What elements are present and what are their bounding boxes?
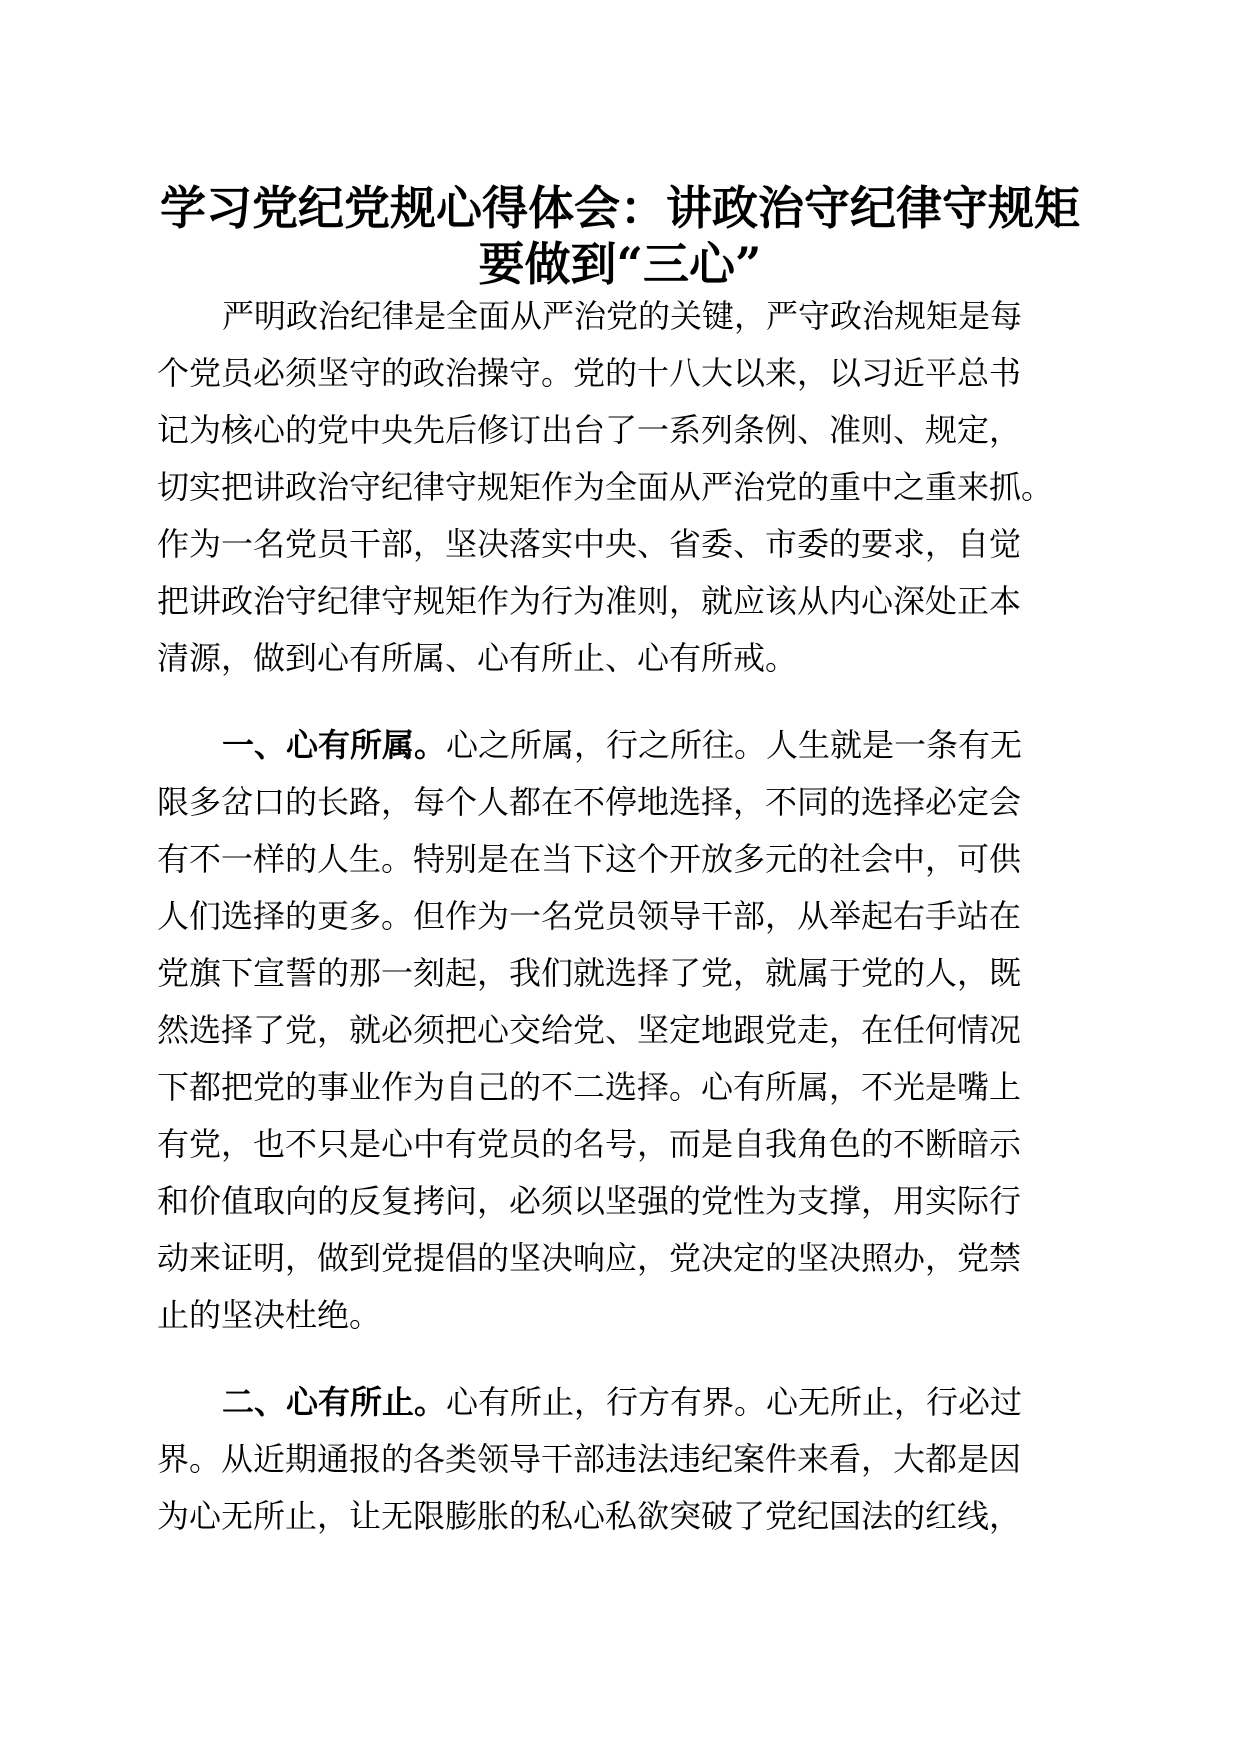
intro-line: 清源，做到心有所属、心有所止、心有所戒。: [157, 639, 798, 677]
section-1-line: 人们选择的更多。但作为一名党员领导干部，从举起右手站在: [157, 897, 1022, 935]
section-1-line: 限多岔口的长路，每个人都在不停地选择，不同的选择必定会: [157, 783, 1022, 821]
section-2-line: 界。从近期通报的各类领导干部违法违纪案件来看，大都是因: [157, 1440, 1022, 1478]
intro-line: 记为核心的党中央先后修订出台了一系列条例、准则、规定，: [157, 411, 1022, 449]
intro-line: 把讲政治守纪律守规矩作为行为准则，就应该从内心深处正本: [157, 582, 1022, 620]
section-2-line: 为心无所止，让无限膨胀的私心私欲突破了党纪国法的红线，: [157, 1497, 1022, 1535]
document-title-line-2: 要做到“三心”: [478, 237, 762, 291]
intro-line: 个党员必须坚守的政治操守。党的十八大以来，以习近平总书: [157, 354, 1022, 392]
section-1-line: 动来证明，做到党提倡的坚决响应，党决定的坚决照办，党禁: [157, 1239, 1022, 1277]
section-1-line: 有党，也不只是心中有党员的名号，而是自我角色的不断暗示: [157, 1125, 1022, 1163]
section-1-heading: 一、心有所属。: [222, 726, 447, 764]
section-1-first-line: [222, 725, 1022, 765]
intro-line: 作为一名党员干部，坚决落实中央、省委、市委的要求，自觉: [157, 525, 1022, 563]
section-2-text: 心有所止，行方有界。心无所止，行必过: [446, 1383, 1023, 1421]
section-2-heading: 二、心有所止。: [222, 1383, 447, 1421]
section-1-line: 然选择了党，就必须把心交给党、坚定地跟党走，在任何情况: [157, 1011, 1022, 1049]
intro-line: 切实把讲政治守纪律守规矩作为全面从严治党的重中之重来抓。: [157, 468, 1054, 506]
section-2-first-line: [222, 1382, 1022, 1422]
section-1-line: 党旗下宣誓的那一刻起，我们就选择了党，就属于党的人，既: [157, 954, 1022, 992]
section-1-text: 心之所属，行之所往。人生就是一条有无: [446, 726, 1023, 764]
intro-line: 严明政治纪律是全面从严治党的关键，严守政治规矩是每: [222, 297, 1023, 335]
section-1-line: 有不一样的人生。特别是在当下这个开放多元的社会中，可供: [157, 840, 1022, 878]
section-1-line: 和价值取向的反复拷问，必须以坚强的党性为支撑，用实际行: [157, 1182, 1022, 1220]
section-1-line: 下都把党的事业作为自己的不二选择。心有所属，不光是嘴上: [157, 1068, 1022, 1106]
document-title-line-1: 学习党纪党规心得体会：讲政治守纪律守规矩: [160, 181, 1080, 235]
section-1-line: 止的坚决杜绝。: [157, 1296, 382, 1334]
